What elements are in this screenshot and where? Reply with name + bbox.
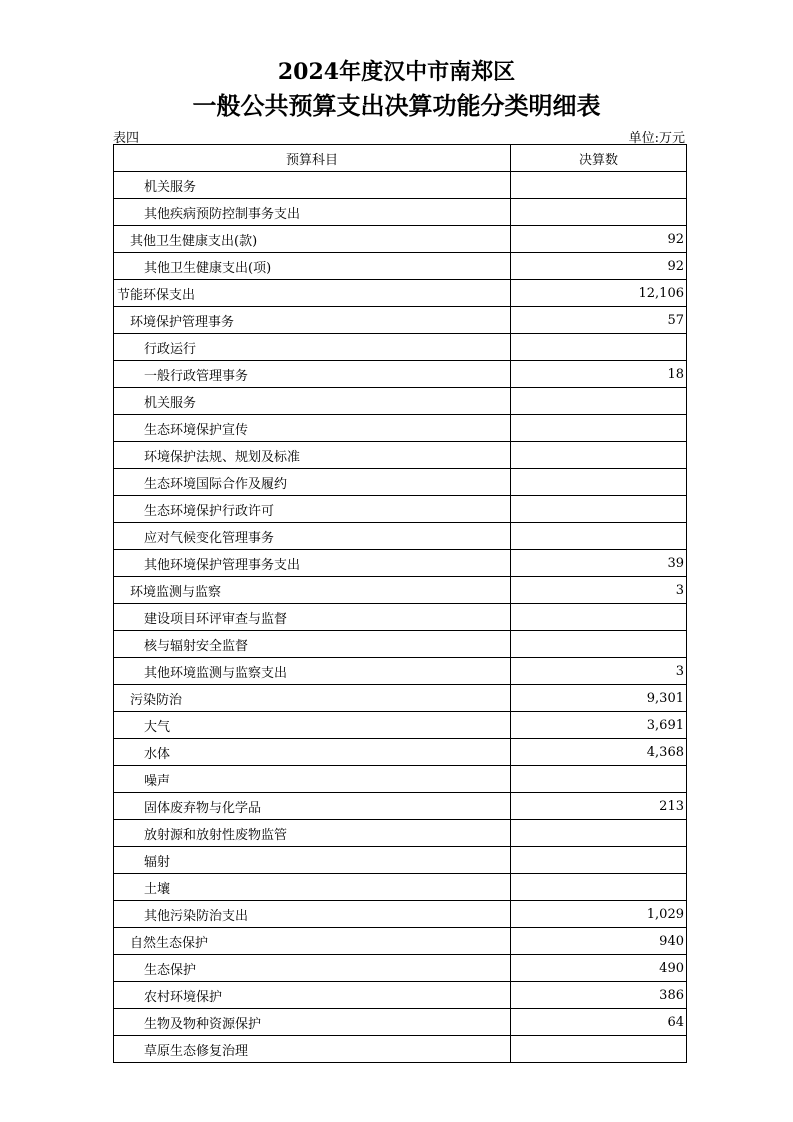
table-row — [114, 793, 687, 820]
subject-cell: 节能环保支出 — [114, 280, 511, 307]
amount-cell: 92 — [511, 226, 687, 253]
column-header-amount: 决算数 — [511, 145, 687, 172]
table-row — [114, 253, 687, 280]
table-row — [114, 307, 687, 334]
amount-cell: 3 — [511, 658, 687, 685]
subject-cell: 其他环境监测与监察支出 — [114, 658, 511, 685]
amount-cell — [511, 415, 687, 442]
subject-cell: 环境保护管理事务 — [114, 307, 511, 334]
amount-cell: 386 — [511, 982, 687, 1009]
subject-cell: 其他污染防治支出 — [114, 901, 511, 928]
amount-cell — [511, 496, 687, 523]
subject-cell: 机关服务 — [114, 172, 511, 199]
amount-cell — [511, 874, 687, 901]
table-row — [114, 658, 687, 685]
subject-cell: 草原生态修复治理 — [114, 1036, 511, 1063]
table-row — [114, 577, 687, 604]
subject-cell: 农村环境保护 — [114, 982, 511, 1009]
amount-cell — [511, 199, 687, 226]
table-row — [114, 1009, 687, 1036]
subject-cell: 土壤 — [114, 874, 511, 901]
subject-cell: 放射源和放射性废物监管 — [114, 820, 511, 847]
table-row — [114, 523, 687, 550]
table-body — [114, 172, 687, 1063]
amount-cell — [511, 469, 687, 496]
table-row — [114, 442, 687, 469]
subject-cell: 自然生态保护 — [114, 928, 511, 955]
unit-label: 单位:万元 — [628, 131, 685, 146]
table-row — [114, 604, 687, 631]
amount-cell: 1,029 — [511, 901, 687, 928]
amount-cell — [511, 334, 687, 361]
subject-cell: 建设项目环评审查与监督 — [114, 604, 511, 631]
table-header-row — [114, 145, 687, 172]
table-row — [114, 388, 687, 415]
table-row — [114, 496, 687, 523]
page-title-line2: 一般公共预算支出决算功能分类明细表 — [192, 91, 601, 120]
table-row — [114, 1036, 687, 1063]
subject-cell: 生态环境保护行政许可 — [114, 496, 511, 523]
table-row — [114, 334, 687, 361]
table-row — [114, 928, 687, 955]
subject-cell: 环境保护法规、规划及标准 — [114, 442, 511, 469]
table-row — [114, 469, 687, 496]
amount-cell: 3,691 — [511, 712, 687, 739]
subject-cell: 一般行政管理事务 — [114, 361, 511, 388]
subject-cell: 噪声 — [114, 766, 511, 793]
amount-cell: 940 — [511, 928, 687, 955]
amount-cell: 3 — [511, 577, 687, 604]
amount-cell — [511, 442, 687, 469]
subject-cell: 应对气候变化管理事务 — [114, 523, 511, 550]
table-row — [114, 280, 687, 307]
subject-cell: 核与辐射安全监督 — [114, 631, 511, 658]
amount-cell: 9,301 — [511, 685, 687, 712]
amount-cell: 4,368 — [511, 739, 687, 766]
amount-cell: 92 — [511, 253, 687, 280]
table-row — [114, 847, 687, 874]
amount-cell: 57 — [511, 307, 687, 334]
subject-cell: 生态保护 — [114, 955, 511, 982]
amount-cell — [511, 604, 687, 631]
subject-cell: 其他环境保护管理事务支出 — [114, 550, 511, 577]
amount-cell: 490 — [511, 955, 687, 982]
budget-table — [113, 144, 687, 1063]
amount-cell: 39 — [511, 550, 687, 577]
amount-cell: 213 — [511, 793, 687, 820]
table-row — [114, 766, 687, 793]
table-row — [114, 199, 687, 226]
subject-cell: 污染防治 — [114, 685, 511, 712]
subject-cell: 辐射 — [114, 847, 511, 874]
subject-cell: 生物及物种资源保护 — [114, 1009, 511, 1036]
amount-cell — [511, 1036, 687, 1063]
table-row — [114, 361, 687, 388]
amount-cell — [511, 631, 687, 658]
subject-cell: 其他卫生健康支出(项) — [114, 253, 511, 280]
subject-cell: 机关服务 — [114, 388, 511, 415]
subject-cell: 水体 — [114, 739, 511, 766]
amount-cell — [511, 820, 687, 847]
table-row — [114, 874, 687, 901]
table-row — [114, 901, 687, 928]
amount-cell — [511, 388, 687, 415]
table-row — [114, 415, 687, 442]
table-row — [114, 550, 687, 577]
subject-cell: 环境监测与监察 — [114, 577, 511, 604]
subject-cell: 生态环境保护宣传 — [114, 415, 511, 442]
subject-cell: 其他卫生健康支出(款) — [114, 226, 511, 253]
amount-cell — [511, 523, 687, 550]
subject-cell: 其他疾病预防控制事务支出 — [114, 199, 511, 226]
subject-cell: 行政运行 — [114, 334, 511, 361]
amount-cell: 64 — [511, 1009, 687, 1036]
subject-cell: 固体废弃物与化学品 — [114, 793, 511, 820]
table-row — [114, 982, 687, 1009]
table-row — [114, 631, 687, 658]
sheet-label: 表四 — [113, 131, 140, 146]
table-row — [114, 739, 687, 766]
amount-cell: 12,106 — [511, 280, 687, 307]
table-row — [114, 685, 687, 712]
subject-cell: 大气 — [114, 712, 511, 739]
amount-cell — [511, 172, 687, 199]
table-row — [114, 820, 687, 847]
table-row — [114, 712, 687, 739]
table-row — [114, 955, 687, 982]
page-title-line1: 2024年度汉中市南郑区 — [277, 59, 516, 85]
subject-cell: 生态环境国际合作及履约 — [114, 469, 511, 496]
table-row — [114, 172, 687, 199]
amount-cell: 18 — [511, 361, 687, 388]
table-row — [114, 226, 687, 253]
amount-cell — [511, 847, 687, 874]
column-header-subject: 预算科目 — [114, 145, 511, 172]
amount-cell — [511, 766, 687, 793]
